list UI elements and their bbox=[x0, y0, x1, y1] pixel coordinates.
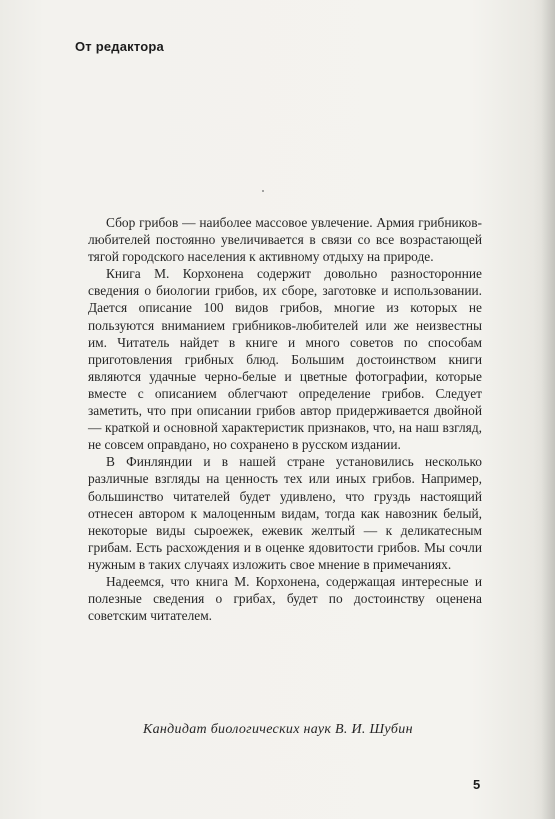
print-speck bbox=[262, 190, 264, 192]
foreword-body bbox=[88, 214, 482, 624]
spine-shadow bbox=[541, 0, 555, 819]
paragraph-2: Книга М. Корхонена содержит довольно разносторонние сведения о биологии грибов, их сборе, заготовке и использовании. Дается описание 100 видов грибов, многие из которых не пользуются вниманием грибников-любителей или же неизвестны им. Читатель найдет в книге и много советов по способам приготовления грибных блюд. Большим достоинством книги являются удачные черно-белые и цветные фотографии, которые вместе с описанием облегчают определение грибов. Следует заметить, что при описании грибов автор придерживается двойной — краткой и основной характеристик признаков, что, на наш взгляд, не совсем оправдано, но сохранено в русском издании. bbox=[88, 266, 482, 453]
page-number: 5 bbox=[473, 777, 481, 792]
section-heading: От редактора bbox=[75, 39, 164, 54]
paragraph-1: Сбор грибов — наиболее массовое увлечение. Армия грибников-любителей постоянно увеличивается в связи со все возрастающей тягой городского населения к активному отдыху на природе. bbox=[88, 215, 482, 265]
paragraph-4: Надеемся, что книга М. Корхонена, содержащая интересные и полезные сведения о грибах, будет по достоинству оценена советским читателем. bbox=[88, 573, 482, 624]
paragraph-3: В Финляндии и в нашей стране установились несколько различные взгляды на ценность тех или иных грибов. Например, большинство читателей будет удивлено, что груздь настоящий отнесен автором к малоценным видам, тогда как навозник белый, некоторые виды сыроежек, ежевик желтый — к деликатесным грибам. Есть расхождения и в оценке ядовитости грибов. Мы сочли нужным в таких случаях изложить свое мнение в примечаниях. bbox=[88, 454, 482, 572]
author-signature: Кандидат биологических наук В. И. Шубин bbox=[143, 722, 413, 737]
